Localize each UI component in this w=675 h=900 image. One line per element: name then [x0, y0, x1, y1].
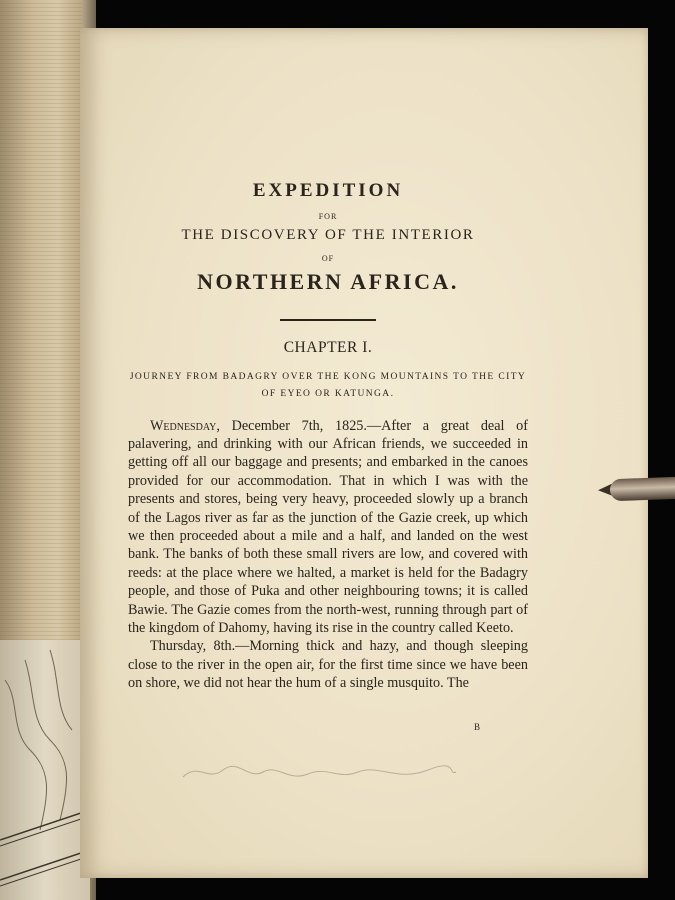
title-discovery: THE DISCOVERY OF THE INTERIOR: [181, 227, 475, 243]
pen-pointer: [610, 477, 675, 501]
paragraph-1-lead: Wednesday,: [150, 417, 220, 434]
title-expedition: EXPEDITION: [252, 180, 404, 201]
paragraph-2: Thursday, 8th.—Morning thick and hazy, and though sleeping close to the river in the open air, for the first time since we have been on shore, we did not hear the hum of a single musquito. The: [128, 638, 528, 692]
spine-cloth-binding: [0, 0, 82, 660]
title-for: FOR: [318, 212, 338, 221]
chapter-title: CHAPTER I.: [283, 338, 373, 356]
pencil-inscription: [178, 752, 458, 792]
title-of: OF: [321, 254, 335, 263]
paragraph-1-text: December 7th, 1825.—After a great deal of palavering, and drinking with our African friends, we succeeded in getting off all our baggage and presents; and embarked in the canoes provided for our accommodation. That in which I was with the presents and stores, being very heavy, proceeded slowly up a branch of the Lagos river as far as the junction of the Gazie creek, up which we then proceeded about a mile and a half, and landed on the west bank. The banks of both these small rivers are low, and covered with reeds: at the place where we halted, a market is held for the Badagry people, and those of Puka and other neighbouring towns; it is called Bawie. The Gazie comes from the north-west, running through part of the kingdom of Dahomy, having its rise in the country called Keeto.: [128, 417, 528, 636]
paragraph-1: [128, 417, 528, 638]
page-text: [128, 180, 528, 693]
chapter-subtitle: JOURNEY FROM BADAGRY OVER THE KONG MOUNTAINS TO THE CITY OF EYEO OR KATUNGA.: [129, 371, 527, 399]
title-northern-africa: NORTHERN AFRICA.: [197, 269, 459, 294]
signature-mark: B: [474, 722, 481, 732]
divider-rule: [280, 319, 376, 321]
map-lines-graphic: [0, 640, 90, 900]
